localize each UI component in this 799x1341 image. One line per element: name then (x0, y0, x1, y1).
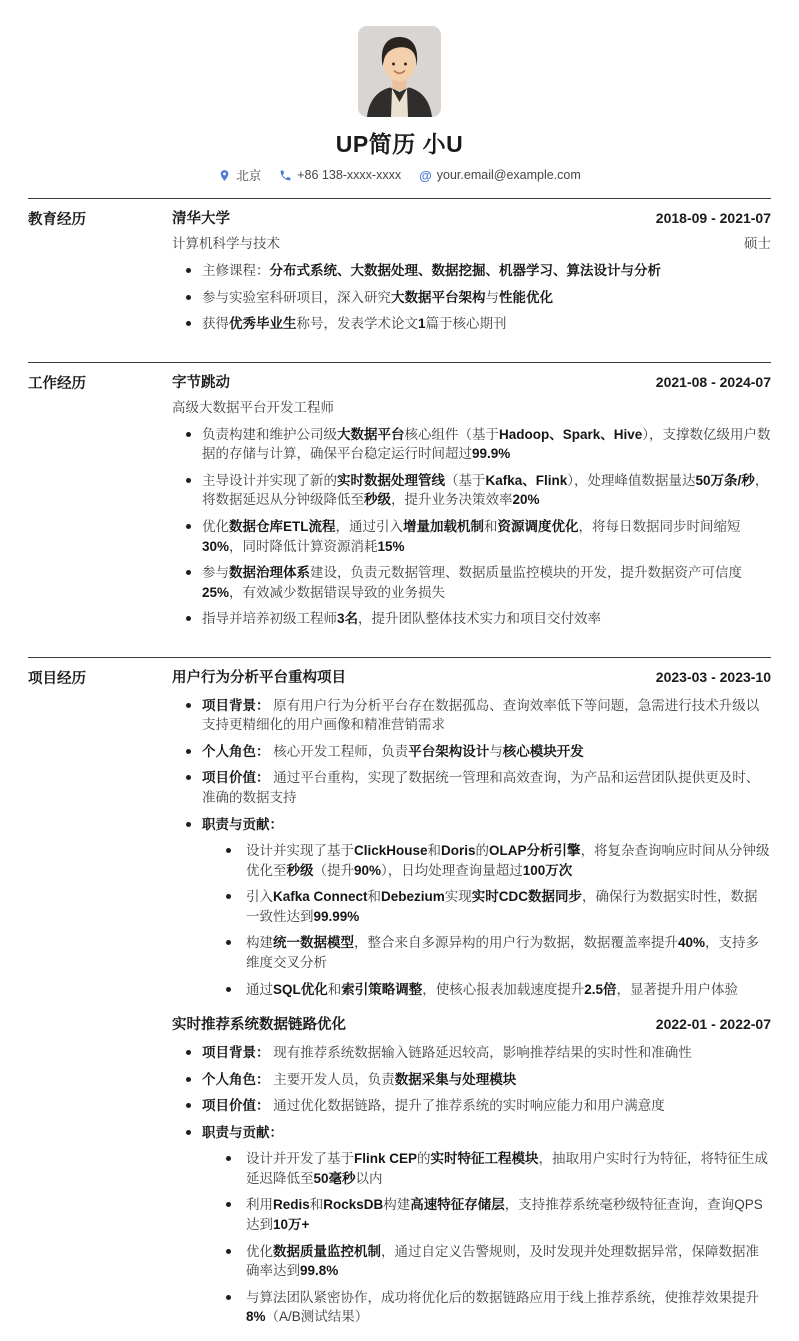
bullet-text: 个人角色： 核心开发工程师，负责平台架构设计与核心模块开发 (202, 743, 584, 759)
education-date: 2018-09 - 2021-07 (655, 210, 771, 226)
sub-bullet-item (202, 980, 771, 1000)
bullet-text: 参与数据治理体系建设，负责元数据管理、数据质量监控模块的开发，提升数据资产可信度25%，有效减少数据错误导致的业务损失 (202, 565, 742, 600)
bullet-item (172, 471, 771, 510)
project-entry-1 (172, 666, 771, 999)
bullet-text: 引入Kafka Connect和Debezium实现实时CDC数据同步，确保行为数据实时性，数据一致性达到99.99% (246, 889, 758, 924)
project-date: 2022-01 - 2022-07 (655, 1016, 771, 1033)
bullet-text: 职责与贡献： (202, 816, 283, 832)
bullet-item (172, 609, 771, 629)
sub-bullet-item (202, 933, 771, 972)
sub-bullet-item (202, 887, 771, 926)
bullet-item (172, 425, 771, 464)
project-date: 2023-03 - 2023-10 (655, 668, 771, 685)
bullet-item (172, 768, 771, 807)
bullet-item (172, 815, 771, 1000)
bullet-text: 与算法团队紧密协作，成功将优化后的数据链路应用于线上推荐系统，使推荐效果提升8%（A/B测试结果） (246, 1289, 759, 1325)
email-icon: @ (419, 167, 432, 183)
section-work (28, 363, 771, 643)
education-bullets (172, 261, 771, 334)
bullet-text: 通过SQL优化和索引策略调整，使核心报表加载速度提升2.5倍，显著提升用户体验 (246, 981, 739, 997)
school-name: 清华大学 (172, 211, 230, 227)
major: 计算机科学与技术 (172, 236, 280, 251)
education-entry (172, 207, 771, 334)
company-name: 字节跳动 (172, 374, 230, 391)
bullet-text: 项目价值： 通过平台重构，实现了数据统一管理和高效查询，为产品和运营团队提供更及时、准确的数据支持 (202, 770, 760, 805)
profile-photo (358, 26, 441, 117)
bullet-item (172, 1123, 771, 1327)
bullet-text: 优化数据质量监控机制，通过自定义告警规则，及时发现并处理数据异常，保障数据准确率达到99.8% (246, 1243, 759, 1279)
bullet-text: 设计并实现了基于ClickHouse和Doris的OLAP分析引擎，将复杂查询响应时间从分钟级优化至秒级（提升90%），日均处理查询量超过100万次 (246, 843, 770, 878)
work-bullets (172, 425, 771, 629)
bullet-item (172, 696, 771, 735)
contact-phone (279, 168, 401, 182)
bullet-text: 项目背景： 原有用户行为分析平台存在数据孤岛、查询效率低下等问题，急需进行技术升级以支持更精细化的用户画像和精准营销需求 (202, 697, 760, 733)
location-icon (218, 169, 231, 182)
project-name: 用户行为分析平台重构项目 (172, 669, 346, 686)
work-date: 2021-08 - 2024-07 (655, 373, 771, 390)
section-projects (28, 658, 771, 1341)
bullet-text: 主修课程：分布式系统、大数据处理、数据挖掘、机器学习、算法设计与分析 (202, 263, 661, 278)
bullet-item (172, 742, 771, 762)
project-name: 实时推荐系统数据链路优化 (172, 1017, 346, 1034)
work-entry (172, 371, 771, 629)
bullet-text: 构建统一数据模型，整合来自多源异构的用户行为数据，数据覆盖率提升40%，支持多维度交叉分析 (246, 935, 760, 970)
sub-bullet-item (202, 1149, 771, 1188)
sub-bullet-item (202, 1288, 771, 1327)
bullet-item (172, 1096, 771, 1116)
phone-icon (279, 169, 292, 182)
bullet-item (172, 314, 771, 334)
bullet-item (172, 1070, 771, 1090)
bullet-text: 职责与贡献： (202, 1124, 283, 1140)
bullet-text: 参与实验室科研项目，深入研究大数据平台架构与性能优化 (202, 289, 553, 305)
contact-email (419, 168, 581, 182)
bullet-text: 设计并开发了基于Flink CEP的实时特征工程模块，抽取用户实时行为特征，将特征生成延迟降低至50毫秒以内 (246, 1151, 769, 1186)
project-bullets (172, 696, 771, 999)
contact-phone-text: +86 138-xxxx-xxxx (297, 168, 402, 182)
bullet-text: 利用Redis和RocksDB构建高速特征存储层，支持推荐系统毫秒级特征查询，查询QPS达到10万+ (246, 1197, 763, 1232)
sub-bullet-item (202, 1195, 771, 1234)
bullet-text: 获得优秀毕业生称号，发表学术论文1篇于核心期刊 (202, 316, 507, 332)
avatar (358, 26, 441, 117)
bullet-item (172, 261, 771, 281)
section-education (28, 199, 771, 348)
section-title-projects: 项目经历 (28, 670, 86, 687)
bullet-text: 优化数据仓库ETL流程，通过引入增量加载机制和资源调度优化，将每日数据同步时间缩短30%，同时降低计算资源消耗15% (202, 518, 741, 554)
bullet-text: 指导并培养初级工程师3名，提升团队整体技术实力和项目交付效率 (202, 611, 602, 627)
sub-bullets (202, 1149, 771, 1327)
bullet-item (172, 517, 771, 556)
bullet-item (172, 563, 771, 602)
contact-location (218, 166, 261, 184)
project-entry-2 (172, 1013, 771, 1327)
bullet-item (172, 1043, 771, 1063)
candidate-name: UP简历 小U (335, 131, 464, 157)
contact-row (28, 166, 771, 184)
section-title-work: 工作经历 (28, 375, 86, 392)
degree: 硕士 (744, 236, 771, 251)
sub-bullet-item (202, 841, 771, 880)
sub-bullet-item (202, 1242, 771, 1281)
sub-bullets (202, 841, 771, 999)
bullet-text: 项目价值： 通过优化数据链路，提升了推荐系统的实时响应能力和用户满意度 (202, 1098, 665, 1114)
bullet-text: 个人角色： 主要开发人员，负责数据采集与处理模块 (202, 1071, 517, 1087)
bullet-item (172, 288, 771, 308)
bullet-text: 负责构建和维护公司级大数据平台核心组件（基于Hadoop、Spark、Hive），支撑数亿级用户数据的存储与计算，确保平台稳定运行时间超过99.9% (202, 426, 771, 462)
contact-location-text: 北京 (236, 169, 262, 183)
contact-email-text: your.email@example.com (436, 168, 581, 182)
section-title-education: 教育经历 (28, 212, 86, 228)
project-bullets (172, 1043, 771, 1327)
bullet-text: 主导设计并实现了新的实时数据处理管线（基于Kafka、Flink），处理峰值数据量达50万条/秒，将数据延迟从分钟级降低至秒级，提升业务决策效率20% (202, 472, 769, 508)
job-title: 高级大数据平台开发工程师 (172, 399, 334, 415)
bullet-text: 项目背景： 现有推荐系统数据输入链路延迟较高，影响推荐结果的实时性和准确性 (202, 1045, 692, 1061)
